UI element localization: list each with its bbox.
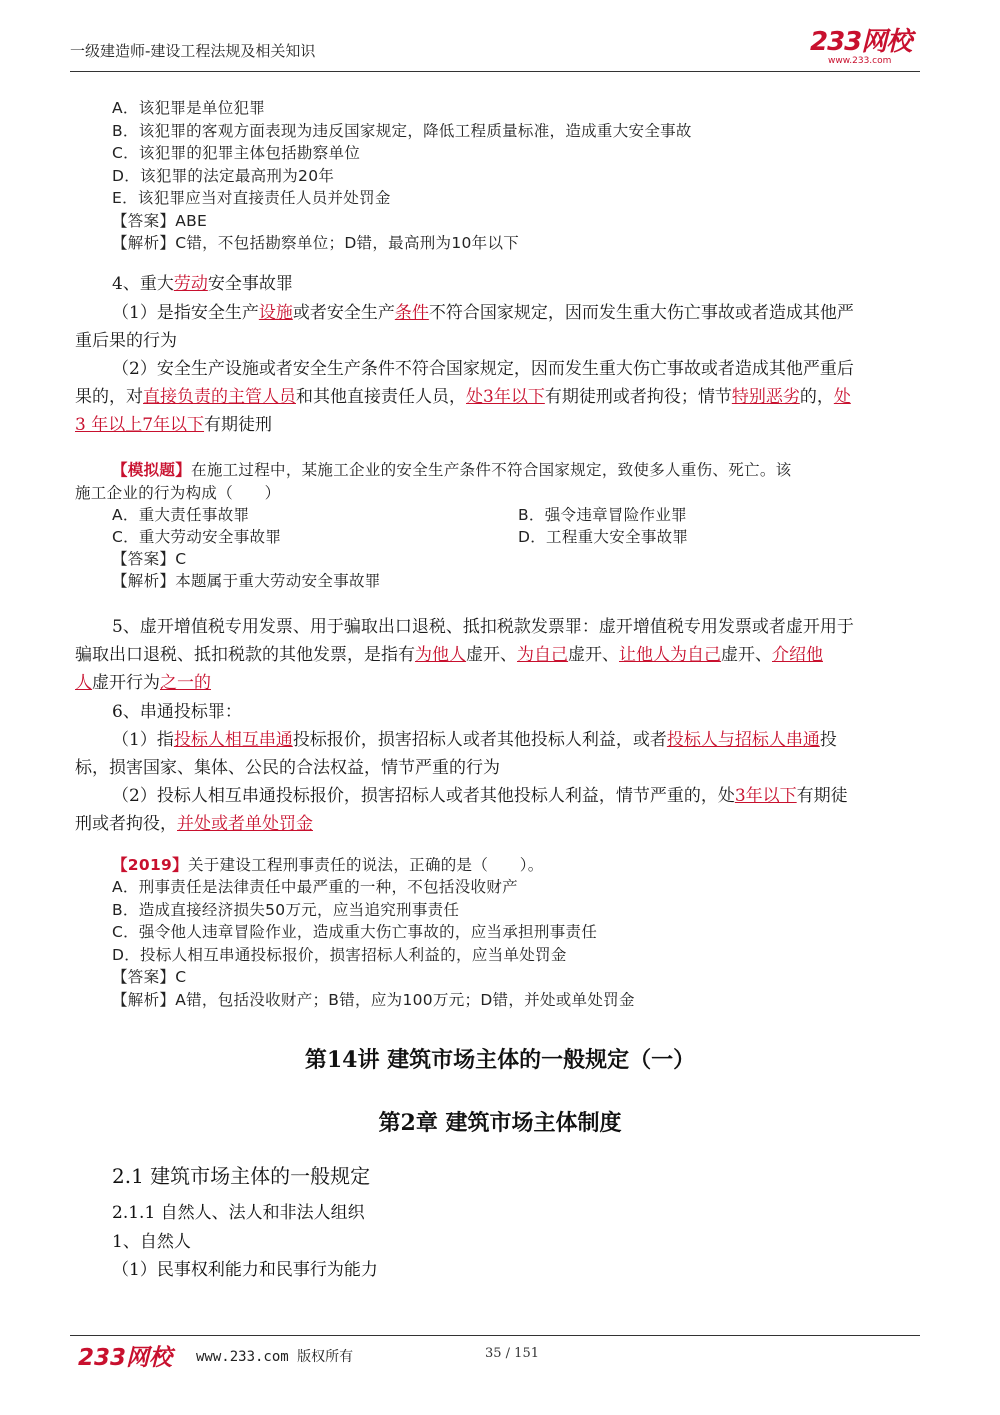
answer-label: 【答案】 <box>112 550 176 568</box>
section-heading: 2.1 建筑市场主体的一般规定 <box>112 1164 371 1188</box>
section-5-line3 <box>75 669 211 697</box>
text: 投标报价，损害招标人或者其他投标人利益，或者 <box>292 730 667 750</box>
keyword: 3 年以上7年以下 <box>75 415 205 435</box>
answer-line <box>112 966 635 989</box>
analysis-label: 【解析】 <box>112 234 176 252</box>
mock-question-line2: 施工企业的行为构成（ ） <box>75 484 281 502</box>
text: 虚开、 <box>466 645 517 665</box>
answer-label: 【答案】 <box>112 211 176 230</box>
keyword: 处3年以下 <box>466 387 545 407</box>
q2019-stem-text: 关于建设工程刑事责任的说法，正确的是（ ）。 <box>187 856 544 874</box>
analysis-line <box>112 232 692 255</box>
keyword: 为自己 <box>517 645 568 665</box>
page-number: 35 / 151 <box>485 1346 539 1361</box>
analysis-label: 【解析】 <box>112 572 176 590</box>
text: 有期徒刑 <box>204 415 273 435</box>
option-c: C．该犯罪的犯罪主体包括勘察单位 <box>112 144 361 162</box>
lecture-heading: 第14讲 建筑市场主体的一般规定（一） <box>304 1047 696 1073</box>
section-4-p1-line2: 重后果的行为 <box>75 331 177 351</box>
answer-value: ABE <box>175 211 208 230</box>
keyword: 处 <box>833 387 851 407</box>
header-title: 一级建造师-建设工程法规及相关知识 <box>70 42 316 60</box>
text: 有期徒 <box>796 786 848 806</box>
section-6-p1-line2: 标，损害国家、集体、公民的合法权益，情节严重的行为 <box>75 758 500 778</box>
analysis-text: C错，不包括勘察单位；D错，最高刑为10年以下 <box>175 234 520 252</box>
keyword: 介绍他 <box>772 645 823 665</box>
brand-logo[interactable] <box>810 28 930 68</box>
answer-label: 【答案】 <box>112 968 176 986</box>
keyword: 之一的 <box>160 673 211 693</box>
q2019-tag: 【2019】 <box>112 856 188 874</box>
answer-value: C <box>175 550 187 568</box>
q2019-stem <box>112 854 544 877</box>
chapter-heading: 第2章 建筑市场主体制度 <box>378 1110 622 1136</box>
keyword: 为他人 <box>415 645 466 665</box>
section-5-line2 <box>75 641 823 669</box>
text: 刑或者拘役， <box>75 814 177 834</box>
analysis-line <box>112 989 635 1012</box>
text: 或者安全生产 <box>292 303 395 323</box>
footer-logo[interactable]: 233网校 <box>78 1345 173 1371</box>
option-a: A．该犯罪是单位犯罪 <box>112 99 266 117</box>
logo-url: www.233.com <box>828 56 892 66</box>
subsection-heading: 2.1.1 自然人、法人和非法人组织 <box>112 1203 365 1223</box>
option-e: E．该犯罪应当对直接责任人员并处罚金 <box>112 189 391 207</box>
answer-line <box>112 210 692 233</box>
section-4-title <box>112 270 293 298</box>
keyword: 设施 <box>258 303 293 323</box>
keyword: 条件 <box>394 303 429 323</box>
section-4-title-key: 劳动 <box>173 274 208 294</box>
section-6-title: 6、串通投标罪： <box>112 702 242 722</box>
footer-copyright: www.233.com 版权所有 <box>196 1349 354 1365</box>
option-a: A．刑事责任是法律责任中最严重的一种，不包括没收财产 <box>112 878 518 896</box>
text: 骗取出口退税、抵扣税款的其他发票，是指有 <box>75 645 415 665</box>
section-6-p1-line1 <box>112 726 837 754</box>
analysis-text: 本题属于重大劳动安全事故罪 <box>175 572 381 590</box>
option-d: D．该犯罪的法定最高刑为20年 <box>112 166 335 185</box>
keyword: 让他人为自己 <box>619 645 721 665</box>
text: 不符合国家规定，因而发生重大伤亡事故或者造成其他严 <box>428 303 854 323</box>
section-4-p2-line3 <box>75 411 272 439</box>
mock-option-c: C．重大劳动安全事故罪 <box>112 528 282 546</box>
option-b: B．造成直接经济损失50万元，应当追究刑事责任 <box>112 900 460 919</box>
option-b: B．该犯罪的客观方面表现为违反国家规定，降低工程质量标准，造成重大安全事故 <box>112 121 692 140</box>
text: （2）投标人相互串通投标报价，损害招标人或者其他投标人利益，情节严重的，处 <box>112 786 735 806</box>
section-4-p1-line1 <box>112 299 927 327</box>
text: 虚开、 <box>721 645 772 665</box>
keyword: 投标人与招标人串通 <box>666 730 820 750</box>
option-d: D．投标人相互串通投标报价，损害招标人利益的，应当单处罚金 <box>112 945 567 964</box>
mock-option-b: B．强令违章冒险作业罪 <box>518 506 687 524</box>
section-5-line1: 5、虚开增值税专用发票、用于骗取出口退税、抵扣税款发票罪：虚开增值税专用发票或者虚开用于 <box>112 617 854 637</box>
text: 虚开行为 <box>92 673 160 693</box>
q2019-options <box>112 876 635 1011</box>
mock-question-line1 <box>112 459 791 482</box>
text: 果的，对 <box>75 387 143 407</box>
analysis-label: 【解析】 <box>112 990 176 1009</box>
mock-option-d: D．工程重大安全事故罪 <box>518 528 689 546</box>
text: 的， <box>799 387 834 407</box>
question-options <box>112 97 692 255</box>
keyword: 人 <box>75 673 92 693</box>
mock-option-a: A．重大责任事故罪 <box>112 506 250 524</box>
keyword: 直接负责的主管人员 <box>143 387 296 407</box>
section-6-p2-line1 <box>112 782 848 810</box>
logo-text: 233网校 <box>810 27 912 57</box>
mock-stem: 在施工过程中，某施工企业的安全生产条件不符合国家规定，致使多人重伤、死亡。该 <box>191 461 792 479</box>
keyword: 3年以下 <box>734 786 797 806</box>
text: 和其他直接责任人员， <box>296 387 466 407</box>
item-heading: 1、自然人 <box>112 1232 191 1252</box>
text: 虚开、 <box>568 645 619 665</box>
answer-value: C <box>175 968 187 986</box>
footer-divider <box>70 1335 920 1336</box>
analysis-text: A错，包括没收财产；B错，应为100万元；D错，并处或单处罚金 <box>175 990 635 1009</box>
text: 投 <box>819 730 837 750</box>
section-4-title-b: 安全事故罪 <box>207 274 293 294</box>
section-4-p2-line2 <box>75 383 851 411</box>
section-4-title-a: 4、重大 <box>112 274 174 294</box>
text: （1）指 <box>112 730 174 750</box>
section-6-p2-line2 <box>75 810 313 838</box>
header-divider <box>70 71 920 72</box>
mock-analysis <box>112 570 381 593</box>
keyword: 特别恶劣 <box>731 387 800 407</box>
text: （1）是指安全生产 <box>112 303 259 323</box>
section-4-p2-line1: （2）安全生产设施或者安全生产条件不符合国家规定，因而发生重大伤亡事故或者造成其他严重后 <box>112 359 854 379</box>
text: 有期徒刑或者拘役；情节 <box>544 387 732 407</box>
keyword: 投标人相互串通 <box>173 730 293 750</box>
keyword: 并处或者单处罚金 <box>177 814 313 834</box>
subitem-heading: （1）民事权利能力和民事行为能力 <box>112 1260 378 1280</box>
mock-answer <box>112 548 186 571</box>
mock-tag: 【模拟题】 <box>112 461 192 479</box>
option-c: C．强令他人违章冒险作业，造成重大伤亡事故的，应当承担刑事责任 <box>112 923 598 941</box>
